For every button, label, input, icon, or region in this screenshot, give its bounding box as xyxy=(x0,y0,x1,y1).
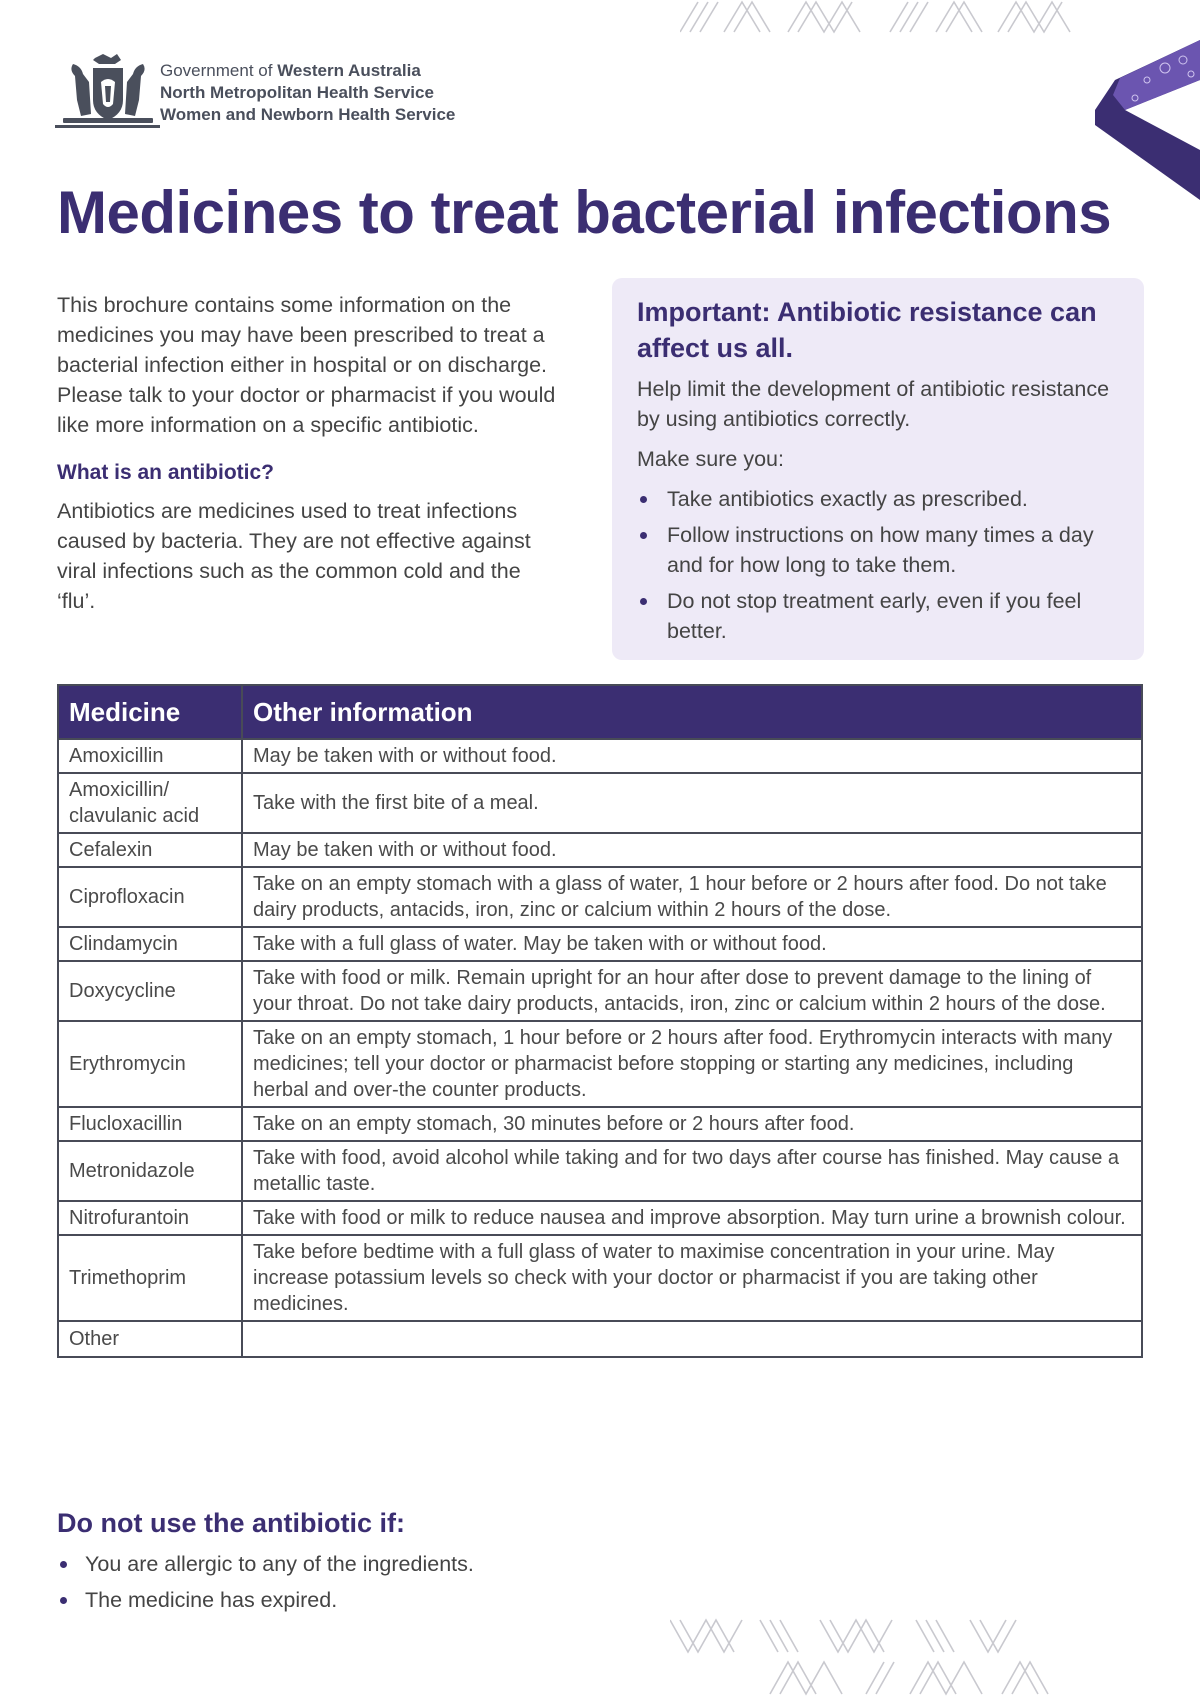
org-prefix: Government of xyxy=(160,61,273,80)
medicine-name: Nitrofurantoin xyxy=(58,1201,242,1235)
table-row xyxy=(58,961,1142,1021)
do-not-use-section xyxy=(57,1508,757,1621)
service-1: North Metropolitan Health Service xyxy=(160,83,434,102)
medicine-name: Trimethoprim xyxy=(58,1235,242,1321)
table-row xyxy=(58,1021,1142,1107)
callout-bullet: Follow instructions on how many times a day and for how long to take them. xyxy=(637,520,1120,580)
table-row xyxy=(58,773,1142,833)
table-row xyxy=(58,867,1142,927)
intro-section xyxy=(57,290,557,616)
table-header-row xyxy=(58,685,1142,739)
medicine-name: Erythromycin xyxy=(58,1021,242,1107)
callout-list xyxy=(637,484,1120,646)
table-row xyxy=(58,739,1142,773)
medicine-info: May be taken with or without food. xyxy=(242,739,1142,773)
medicine-info: Take with food, avoid alcohol while taking and for two days after course has finished. May cause a metallic taste. xyxy=(242,1141,1142,1201)
callout-text: Help limit the development of antibiotic resistance by using antibiotics correctly. xyxy=(637,377,1110,431)
medicine-info: Take with food or milk. Remain upright for an hour after dose to prevent damage to the lining of your throat. Do not take dairy products, antacids, iron, zinc or calcium within 2 hours of the dose. xyxy=(242,961,1142,1021)
medicine-name: Amoxicillin xyxy=(58,739,242,773)
antibiotic-answer: Antibiotics are medicines used to treat infections caused by bacteria. They are not effective against viral infections such as the common cold and the ‘flu’. xyxy=(57,499,531,613)
callout-heading: Important: Antibiotic resistance can affect us all. xyxy=(637,297,1097,363)
medicine-info: Take with a full glass of water. May be taken with or without food. xyxy=(242,927,1142,961)
table-row xyxy=(58,833,1142,867)
medicine-info: Take on an empty stomach with a glass of water, 1 hour before or 2 hours after food. Do not take dairy products, antacids, iron, zinc or calcium within 2 hours of the dose. xyxy=(242,867,1142,927)
zigzag-pattern-icon xyxy=(670,1618,1090,1696)
table-row xyxy=(58,1141,1142,1201)
medicine-info: Take before bedtime with a full glass of water to maximise concentration in your urine. May increase potassium levels so check with your doctor or pharmacist if you are taking other medicines. xyxy=(242,1235,1142,1321)
header-other-information: Other information xyxy=(242,685,1142,739)
page-title: Medicines to treat bacterial infections xyxy=(57,179,1112,246)
header-medicine: Medicine xyxy=(58,685,242,739)
table-row xyxy=(58,1321,1142,1357)
table-row xyxy=(58,927,1142,961)
medicine-info: Take on an empty stomach, 30 minutes before or 2 hours after food. xyxy=(242,1107,1142,1141)
antibiotic-question: What is an antibiotic? xyxy=(57,461,275,484)
service-2: Women and Newborn Health Service xyxy=(160,105,456,124)
do-not-use-bullet: You are allergic to any of the ingredients. xyxy=(57,1549,757,1579)
callout-make-sure: Make sure you: xyxy=(637,447,784,471)
table-row xyxy=(58,1201,1142,1235)
medicine-name: Ciprofloxacin xyxy=(58,867,242,927)
medicine-name: Metronidazole xyxy=(58,1141,242,1201)
medicine-name: Flucloxacillin xyxy=(58,1107,242,1141)
medicine-name: Doxycycline xyxy=(58,961,242,1021)
medicine-table xyxy=(57,684,1143,1358)
medicine-info: Take on an empty stomach, 1 hour before or 2 hours after food. Erythromycin interacts with many medicines; tell your doctor or pharmacist before stopping or starting any medicines, including herbal and over-the counter products. xyxy=(242,1021,1142,1107)
zigzag-pattern-icon xyxy=(680,0,1100,34)
organisation-name xyxy=(160,60,455,126)
medicine-info xyxy=(242,1321,1142,1357)
medicine-name: Cefalexin xyxy=(58,833,242,867)
medicine-name: Amoxicillin/ clavulanic acid xyxy=(58,773,242,833)
do-not-use-bullet: The medicine has expired. xyxy=(57,1585,757,1615)
medicine-name: Clindamycin xyxy=(58,927,242,961)
intro-paragraph: This brochure contains some information on the medicines you may have been prescribed to treat a bacterial infection either in hospital or on discharge. Please talk to your doctor or pharmacist if you would like more information on a specific antibiotic. xyxy=(57,293,556,437)
medicine-info: Take with food or milk to reduce nausea and improve absorption. May turn urine a brownish colour. xyxy=(242,1201,1142,1235)
do-not-use-heading: Do not use the antibiotic if: xyxy=(57,1508,405,1538)
org-name: Western Australia xyxy=(277,61,421,80)
medicine-info: May be taken with or without food. xyxy=(242,833,1142,867)
do-not-use-list xyxy=(57,1549,757,1615)
callout-bullet: Do not stop treatment early, even if you feel better. xyxy=(637,586,1120,646)
purple-ribbon-icon xyxy=(1095,40,1200,200)
table-row xyxy=(58,1235,1142,1321)
wa-coat-of-arms-icon xyxy=(55,52,160,134)
medicine-name: Other xyxy=(58,1321,242,1357)
table-row xyxy=(58,1107,1142,1141)
resistance-callout xyxy=(612,278,1144,660)
callout-bullet: Take antibiotics exactly as prescribed. xyxy=(637,484,1120,514)
medicine-info: Take with the first bite of a meal. xyxy=(242,773,1142,833)
header xyxy=(55,52,455,134)
